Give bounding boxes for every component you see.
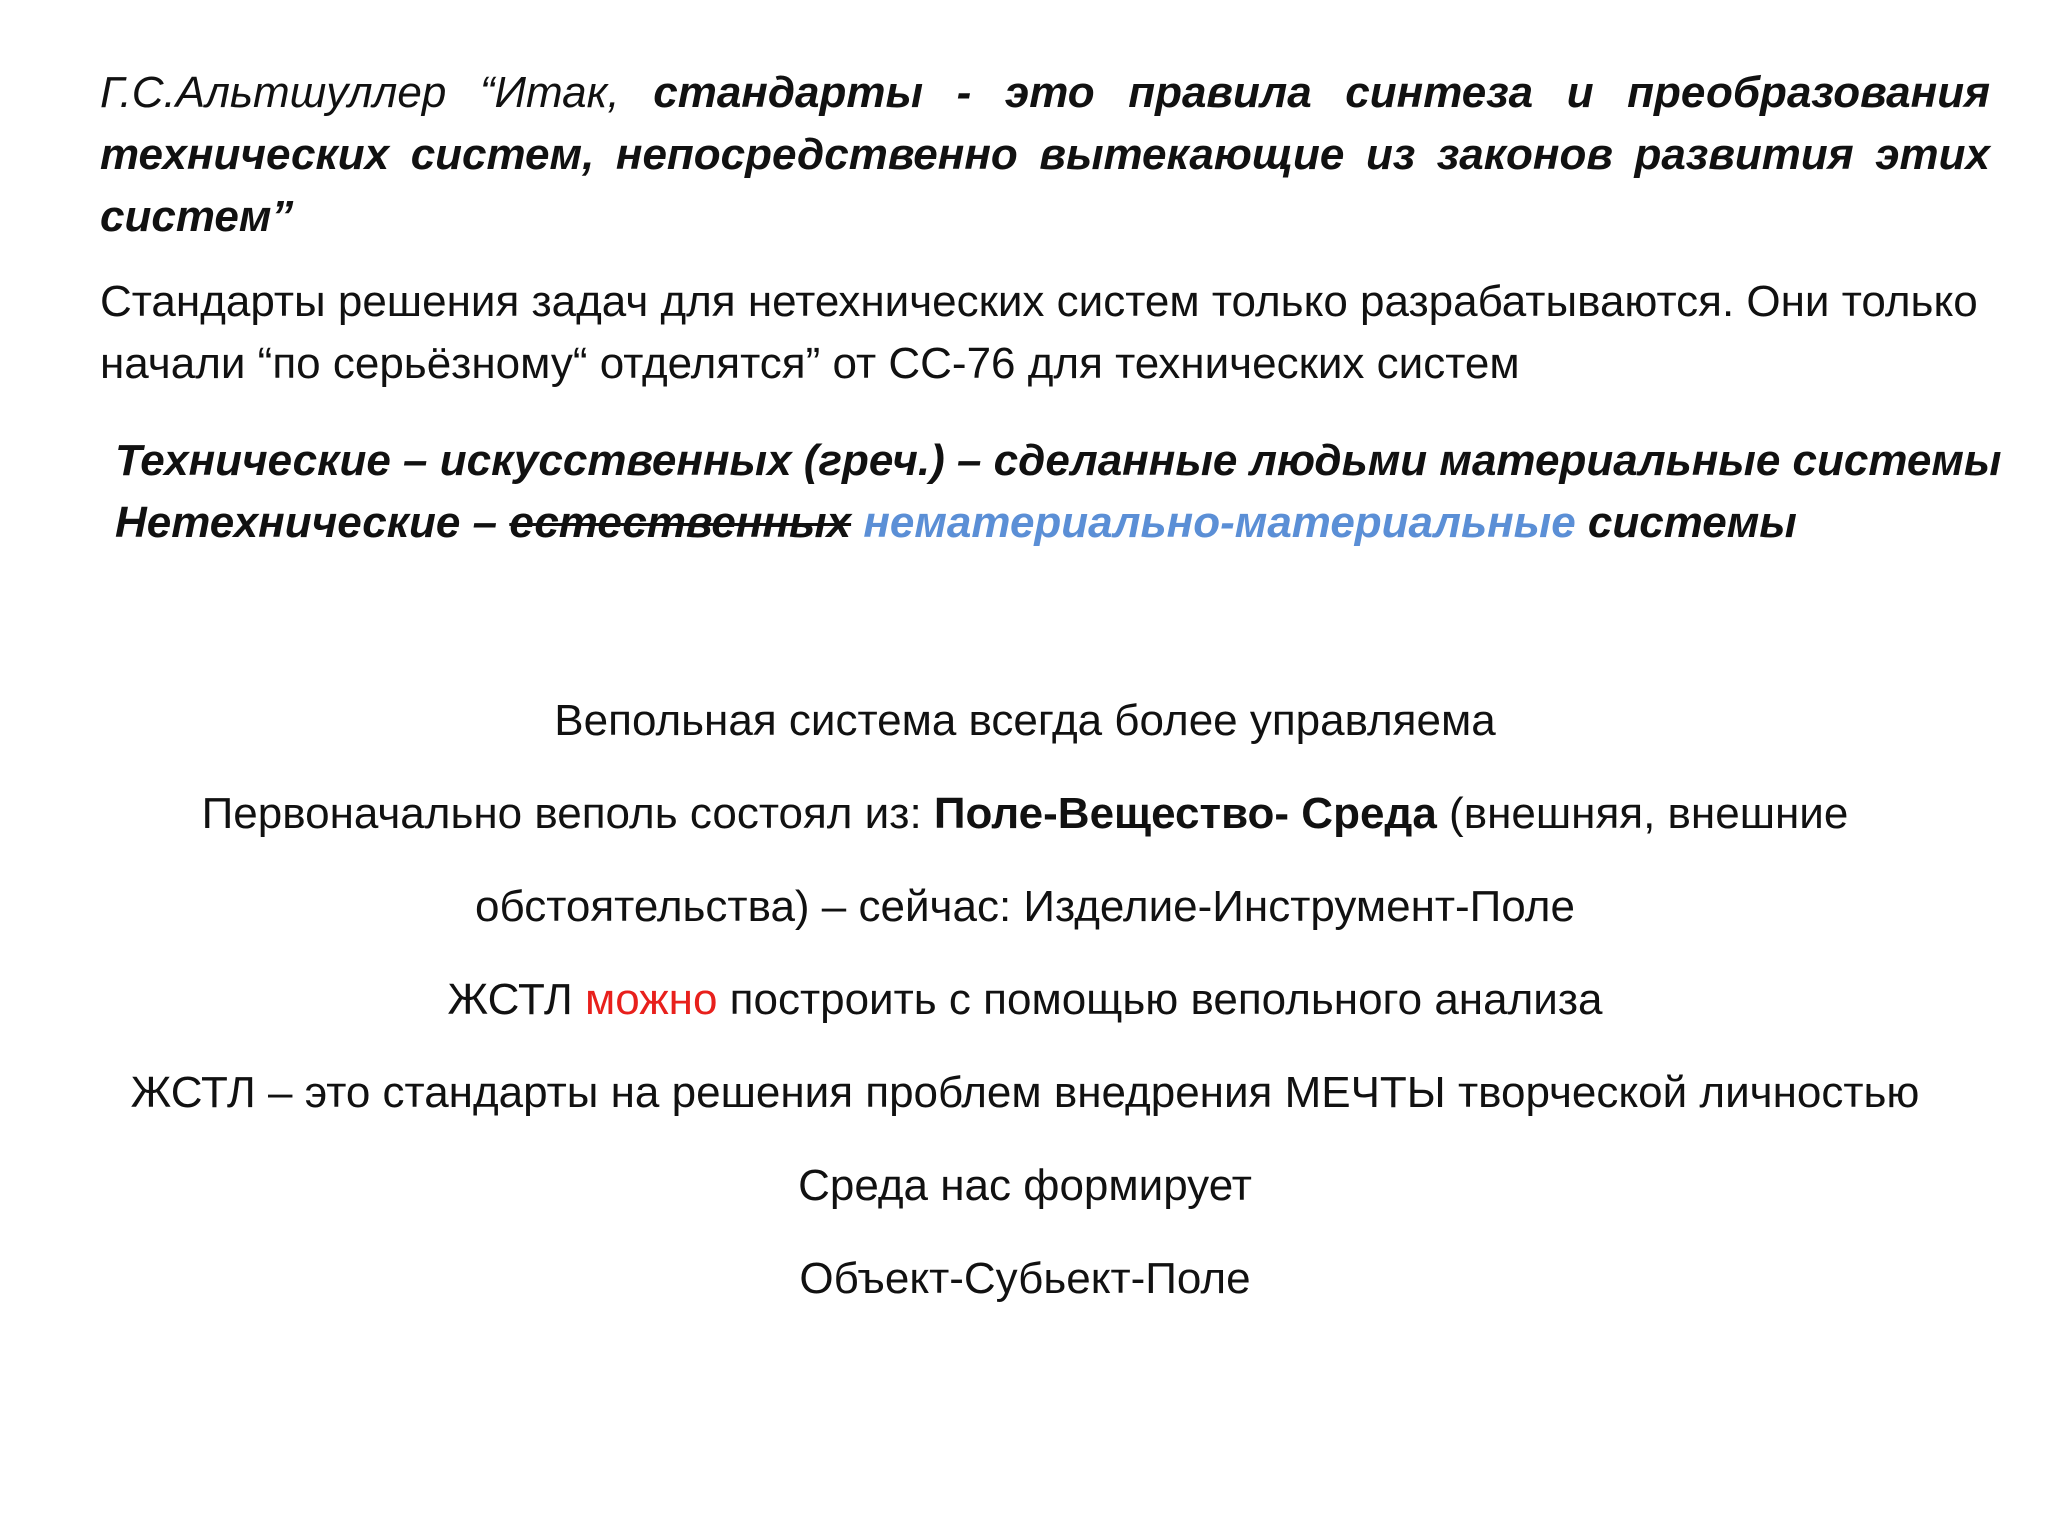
definition-technical: Технические – искусственных (греч.) – сделанные людьми материальные системы (115, 436, 2002, 485)
nontech-prefix: Нетехнические – (115, 498, 510, 547)
statement-environment: Среда нас формирует (798, 1161, 1252, 1210)
standards-paragraph: Стандарты решения задач для нетехнических систем только разрабатываются. Они только начали “по серьёзному“ отделятся” от СС-76 для технических систем (100, 277, 1978, 388)
line4-suffix: построить с помощью вепольного анализа (717, 975, 1603, 1024)
statement-zhstl-standards: ЖСТЛ – это стандарты на решения проблем внедрения МЕЧТЫ творческой личностью (130, 1068, 1920, 1117)
line4-prefix: ЖСТЛ (447, 975, 585, 1024)
line2-bold: Поле-Вещество- Среда (933, 789, 1437, 838)
statement-object-subject-field: Объект-Субьект-Поле (799, 1254, 1251, 1303)
nontech-suffix: системы (1575, 498, 1797, 547)
quote-author: Г.С.Альтшуллер “Итак, (100, 68, 654, 117)
altshuller-quote (100, 62, 1990, 248)
nontech-struck-word: естественных (509, 498, 852, 547)
definitions-block (115, 430, 2035, 554)
quote-strong-text: стандарты - это правила синтеза и преобразования технических систем, непосредственно вытекающие из законов развития этих систем” (100, 68, 1990, 241)
statement-vepol-original (60, 783, 1990, 876)
statement-vepol-now: обстоятельства) – сейчас: Изделие-Инструмент-Поле (475, 882, 1575, 931)
statement-zhstl-build (60, 969, 1990, 1062)
definition-nontechnical (115, 492, 2035, 554)
line2-suffix: (внешняя, внешние (1436, 789, 1849, 838)
statement-vepol-manageable: Вепольная система всегда более управляема (554, 696, 1496, 745)
line4-red-word: можно (584, 975, 718, 1024)
line2-prefix: Первоначально веполь состоял из: (201, 789, 934, 838)
nontech-blue-term: нематериально-материальные (863, 498, 1576, 547)
center-statements (60, 690, 1990, 1341)
